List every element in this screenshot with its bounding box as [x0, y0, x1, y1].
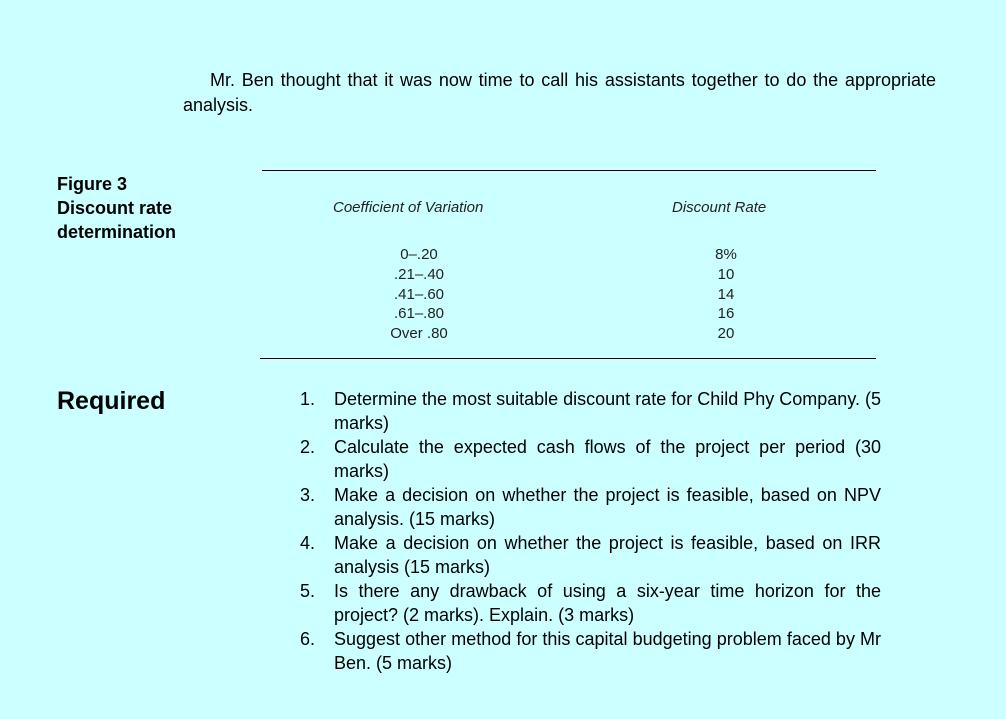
list-item-text: Calculate the expected cash flows of the project per period (30 marks) — [334, 437, 881, 481]
list-item-text: Make a decision on whether the project is feasible, based on IRR analysis (15 marks) — [334, 533, 881, 577]
table-cell-rate: 8% — [715, 246, 737, 263]
list-item — [300, 531, 881, 579]
list-item-number: 4. — [300, 533, 316, 553]
list-item-number: 6. — [300, 629, 316, 649]
list-item — [300, 627, 881, 675]
list-item-text: Suggest other method for this capital budgeting problem faced by Mr Ben. (5 marks) — [334, 629, 881, 673]
figure-label-line: Figure 3 — [57, 174, 128, 194]
intro-paragraph: Mr. Ben thought that it was now time to call his assistants together to do the appropriate analysis. — [183, 70, 936, 115]
discount-rate-column — [701, 245, 751, 344]
table-top-rule — [262, 170, 876, 171]
list-item — [300, 483, 881, 531]
list-item — [300, 579, 881, 627]
figure-label — [57, 172, 176, 244]
list-item-text: Determine the most suitable discount rate for Child Phy Company. (5 marks) — [334, 389, 881, 433]
list-item-number: 5. — [300, 581, 316, 601]
list-item-number: 1. — [300, 389, 316, 409]
table-cell-rate: 10 — [717, 265, 735, 283]
list-item-text: Is there any drawback of using a six-year time horizon for the project? (2 marks). Explain. (3 marks) — [334, 581, 881, 625]
table-cell-cv: .61–.80 — [393, 305, 445, 323]
list-item — [300, 387, 881, 435]
table-cell-rate: 20 — [717, 325, 735, 343]
table-cell-rate: 16 — [717, 305, 735, 323]
column-header-discount-rate: Discount Rate — [672, 199, 767, 216]
table-cell-cv: 0–.20 — [400, 246, 438, 263]
list-item — [300, 435, 881, 483]
list-item-number: 3. — [300, 485, 316, 505]
required-heading: Required — [57, 387, 166, 415]
table-cell-cv: .21–.40 — [393, 265, 445, 283]
coefficient-column — [379, 245, 459, 344]
table-cell-cv: .41–.60 — [393, 285, 445, 303]
required-list — [300, 387, 881, 675]
figure-label-line: Discount rate — [57, 198, 173, 218]
table-cell-cv: Over .80 — [390, 325, 448, 343]
table-bottom-rule — [260, 358, 876, 359]
column-header-coefficient: Coefficient of Variation — [333, 199, 484, 216]
list-item-number: 2. — [300, 437, 316, 457]
table-cell-rate: 14 — [717, 285, 735, 303]
list-item-text: Make a decision on whether the project is feasible, based on NPV analysis. (15 marks) — [334, 485, 881, 529]
figure-label-line: determination — [57, 222, 177, 242]
